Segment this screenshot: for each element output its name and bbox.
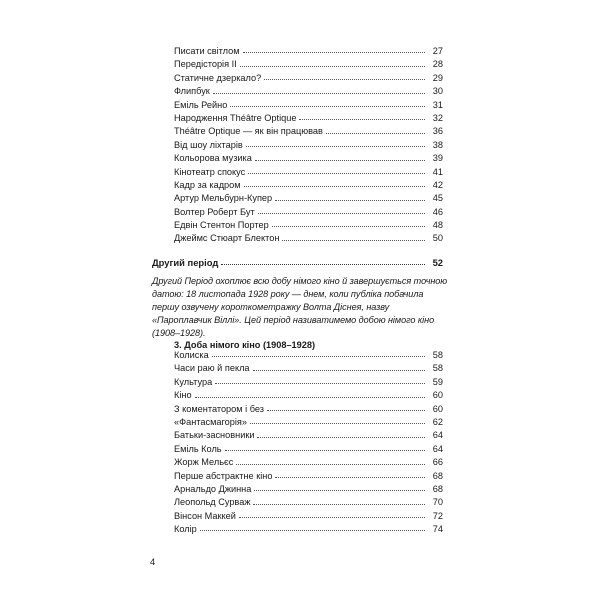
toc-entry xyxy=(174,219,443,232)
toc-entry-title: Едвін Стентон Портер xyxy=(174,220,269,231)
toc-entry xyxy=(174,470,443,483)
dot-leader xyxy=(213,93,425,94)
toc-entry xyxy=(174,232,443,245)
toc-entry-title: Леопольд Сурваж xyxy=(174,497,251,508)
toc-entry xyxy=(174,416,443,429)
dot-leader xyxy=(212,356,425,357)
toc-entry-title: З коментатором і без xyxy=(174,403,265,414)
toc-entry xyxy=(174,139,443,152)
dot-leader xyxy=(267,410,425,411)
dot-leader xyxy=(257,437,425,438)
dot-leader xyxy=(200,530,425,531)
toc-entry-page: 32 xyxy=(432,112,443,123)
toc-entry-page: 64 xyxy=(432,443,443,454)
toc-entry-page: 29 xyxy=(432,72,443,83)
toc-entry-title: Колір xyxy=(174,524,197,535)
toc-entry-page: 68 xyxy=(432,470,443,481)
toc-entry xyxy=(174,179,443,192)
toc-entry xyxy=(174,389,443,402)
toc-entry-title: Від шоу ліхтарів xyxy=(174,139,243,150)
dot-leader xyxy=(275,200,425,201)
toc-entry-title: Передісторія II xyxy=(174,59,237,70)
toc-entry-page: 70 xyxy=(432,497,443,508)
toc-entry xyxy=(174,403,443,416)
toc-entry-page: 41 xyxy=(432,166,443,177)
dot-leader xyxy=(254,490,425,491)
toc-entry-page: 68 xyxy=(432,483,443,494)
dot-leader xyxy=(253,370,425,371)
toc-entry xyxy=(174,72,443,85)
dot-leader xyxy=(243,52,425,53)
dot-leader xyxy=(244,186,425,187)
toc-entry-title: Народження Théâtre Optique xyxy=(174,112,297,123)
dot-leader xyxy=(248,173,425,174)
toc-entry xyxy=(174,456,443,469)
dot-leader xyxy=(299,119,425,120)
toc-entry xyxy=(174,510,443,523)
toc-entry-title: Волтер Роберт Бут xyxy=(174,206,255,217)
toc-entry xyxy=(174,99,443,112)
toc-entry xyxy=(174,45,443,58)
toc-entry-page: 64 xyxy=(432,430,443,441)
toc-entry-page: 58 xyxy=(432,363,443,374)
toc-entry-title: Колиска xyxy=(174,350,209,360)
toc-entry-title: Еміль Коль xyxy=(174,443,222,454)
page-number: 4 xyxy=(150,556,156,567)
toc-entry-page: 46 xyxy=(432,206,443,217)
toc-entry-page: 30 xyxy=(432,86,443,97)
toc-entry-page: 72 xyxy=(432,510,443,521)
dot-leader xyxy=(253,504,425,505)
toc-entry xyxy=(174,496,443,509)
toc-entry xyxy=(174,523,443,536)
toc-entry-page: 60 xyxy=(432,390,443,401)
toc-entry-title: Вінсон Маккей xyxy=(174,510,236,521)
toc-entry xyxy=(174,349,443,362)
toc-entry-page: 74 xyxy=(432,524,443,535)
section-heading: 3. Доба німого кіно (1908–1928) xyxy=(174,340,316,350)
toc-entry xyxy=(174,362,443,375)
toc-entry xyxy=(174,58,443,71)
toc-entry-title: Джеймс Стюарт Блектон xyxy=(174,233,280,244)
toc-entry-title: Батьки-засновники xyxy=(174,430,255,441)
toc-entry-page: 28 xyxy=(432,59,443,70)
part-description: Другий Період охоплює всю добу німого кіно й завершується точною датою: 18 листопада 1928 року — днем, коли публіка побачила першу озвучену короткометражку Волта Діснея, назву «Пароплавчик Віллі». Цей період називатимемо добою німого кіно (1908–1928). xyxy=(152,276,448,338)
toc-entry-title: Арнальдо Джинна xyxy=(174,483,252,494)
dot-leader xyxy=(255,160,425,161)
toc-entry xyxy=(174,112,443,125)
dot-leader xyxy=(272,226,425,227)
toc-entry-title: Еміль Рейно xyxy=(174,99,228,110)
toc-entry xyxy=(174,152,443,165)
toc-entry-page: 66 xyxy=(432,457,443,468)
toc-entry-page: 42 xyxy=(432,179,443,190)
toc-entry xyxy=(174,85,443,98)
part-page: 52 xyxy=(432,257,443,268)
toc-entry-page: 31 xyxy=(432,99,443,110)
toc-entry-page: 58 xyxy=(432,350,443,360)
dot-leader xyxy=(282,240,425,241)
dot-leader xyxy=(326,133,425,134)
toc-entry-title: Жорж Мельєс xyxy=(174,457,234,468)
toc-entry-page: 62 xyxy=(432,416,443,427)
part-title: Другий період xyxy=(152,257,219,268)
toc-entry-page: 27 xyxy=(432,46,443,56)
toc-entry-page: 59 xyxy=(432,376,443,387)
dot-leader xyxy=(225,450,425,451)
dot-leader xyxy=(195,397,425,398)
dot-leader xyxy=(236,464,425,465)
toc-entry-title: Перше абстрактне кіно xyxy=(174,470,273,481)
dot-leader xyxy=(258,213,425,214)
toc-entry-title: Артур Мельбурн-Купер xyxy=(174,193,273,204)
toc-entry-page: 50 xyxy=(432,233,443,244)
toc-entry xyxy=(174,125,443,138)
dot-leader xyxy=(221,264,425,265)
toc-entry-title: Théâtre Optique — як він працював xyxy=(174,126,323,137)
toc-entry-title: Кіно xyxy=(174,390,192,401)
toc-entry-title: Кольорова музика xyxy=(174,153,252,164)
dot-leader xyxy=(239,517,425,518)
toc-entry-page: 38 xyxy=(432,139,443,150)
toc-list-second-group xyxy=(174,349,443,536)
dot-leader xyxy=(246,146,425,147)
dot-leader xyxy=(275,477,425,478)
toc-entry xyxy=(174,483,443,496)
dot-leader xyxy=(240,66,425,67)
toc-entry-title: Флипбук xyxy=(174,86,210,97)
toc-entry xyxy=(174,166,443,179)
toc-entry xyxy=(174,376,443,389)
dot-leader xyxy=(215,383,425,384)
toc-entry xyxy=(174,192,443,205)
toc-entry-title: Часи раю й пекла xyxy=(174,363,250,374)
toc-entry-title: Писати світлом xyxy=(174,46,240,56)
part-heading xyxy=(152,256,443,270)
toc-entry-title: Статичне дзеркало? xyxy=(174,72,262,83)
toc-entry-page: 39 xyxy=(432,153,443,164)
toc-list-first-group xyxy=(174,45,443,246)
toc-entry xyxy=(174,206,443,219)
toc-entry-title: Культура xyxy=(174,376,213,387)
toc-entry-title: Кінотеатр спокус xyxy=(174,166,246,177)
toc-entry-page: 60 xyxy=(432,403,443,414)
dot-leader xyxy=(230,106,425,107)
toc-entry-title: «Фантасмагорія» xyxy=(174,416,248,427)
toc-entry-page: 36 xyxy=(432,126,443,137)
toc-entry xyxy=(174,443,443,456)
toc-entry-page: 48 xyxy=(432,220,443,231)
toc-entry xyxy=(174,429,443,442)
toc-entry-page: 45 xyxy=(432,193,443,204)
toc-entry-title: Кадр за кадром xyxy=(174,179,241,190)
dot-leader xyxy=(264,79,425,80)
dot-leader xyxy=(250,423,425,424)
